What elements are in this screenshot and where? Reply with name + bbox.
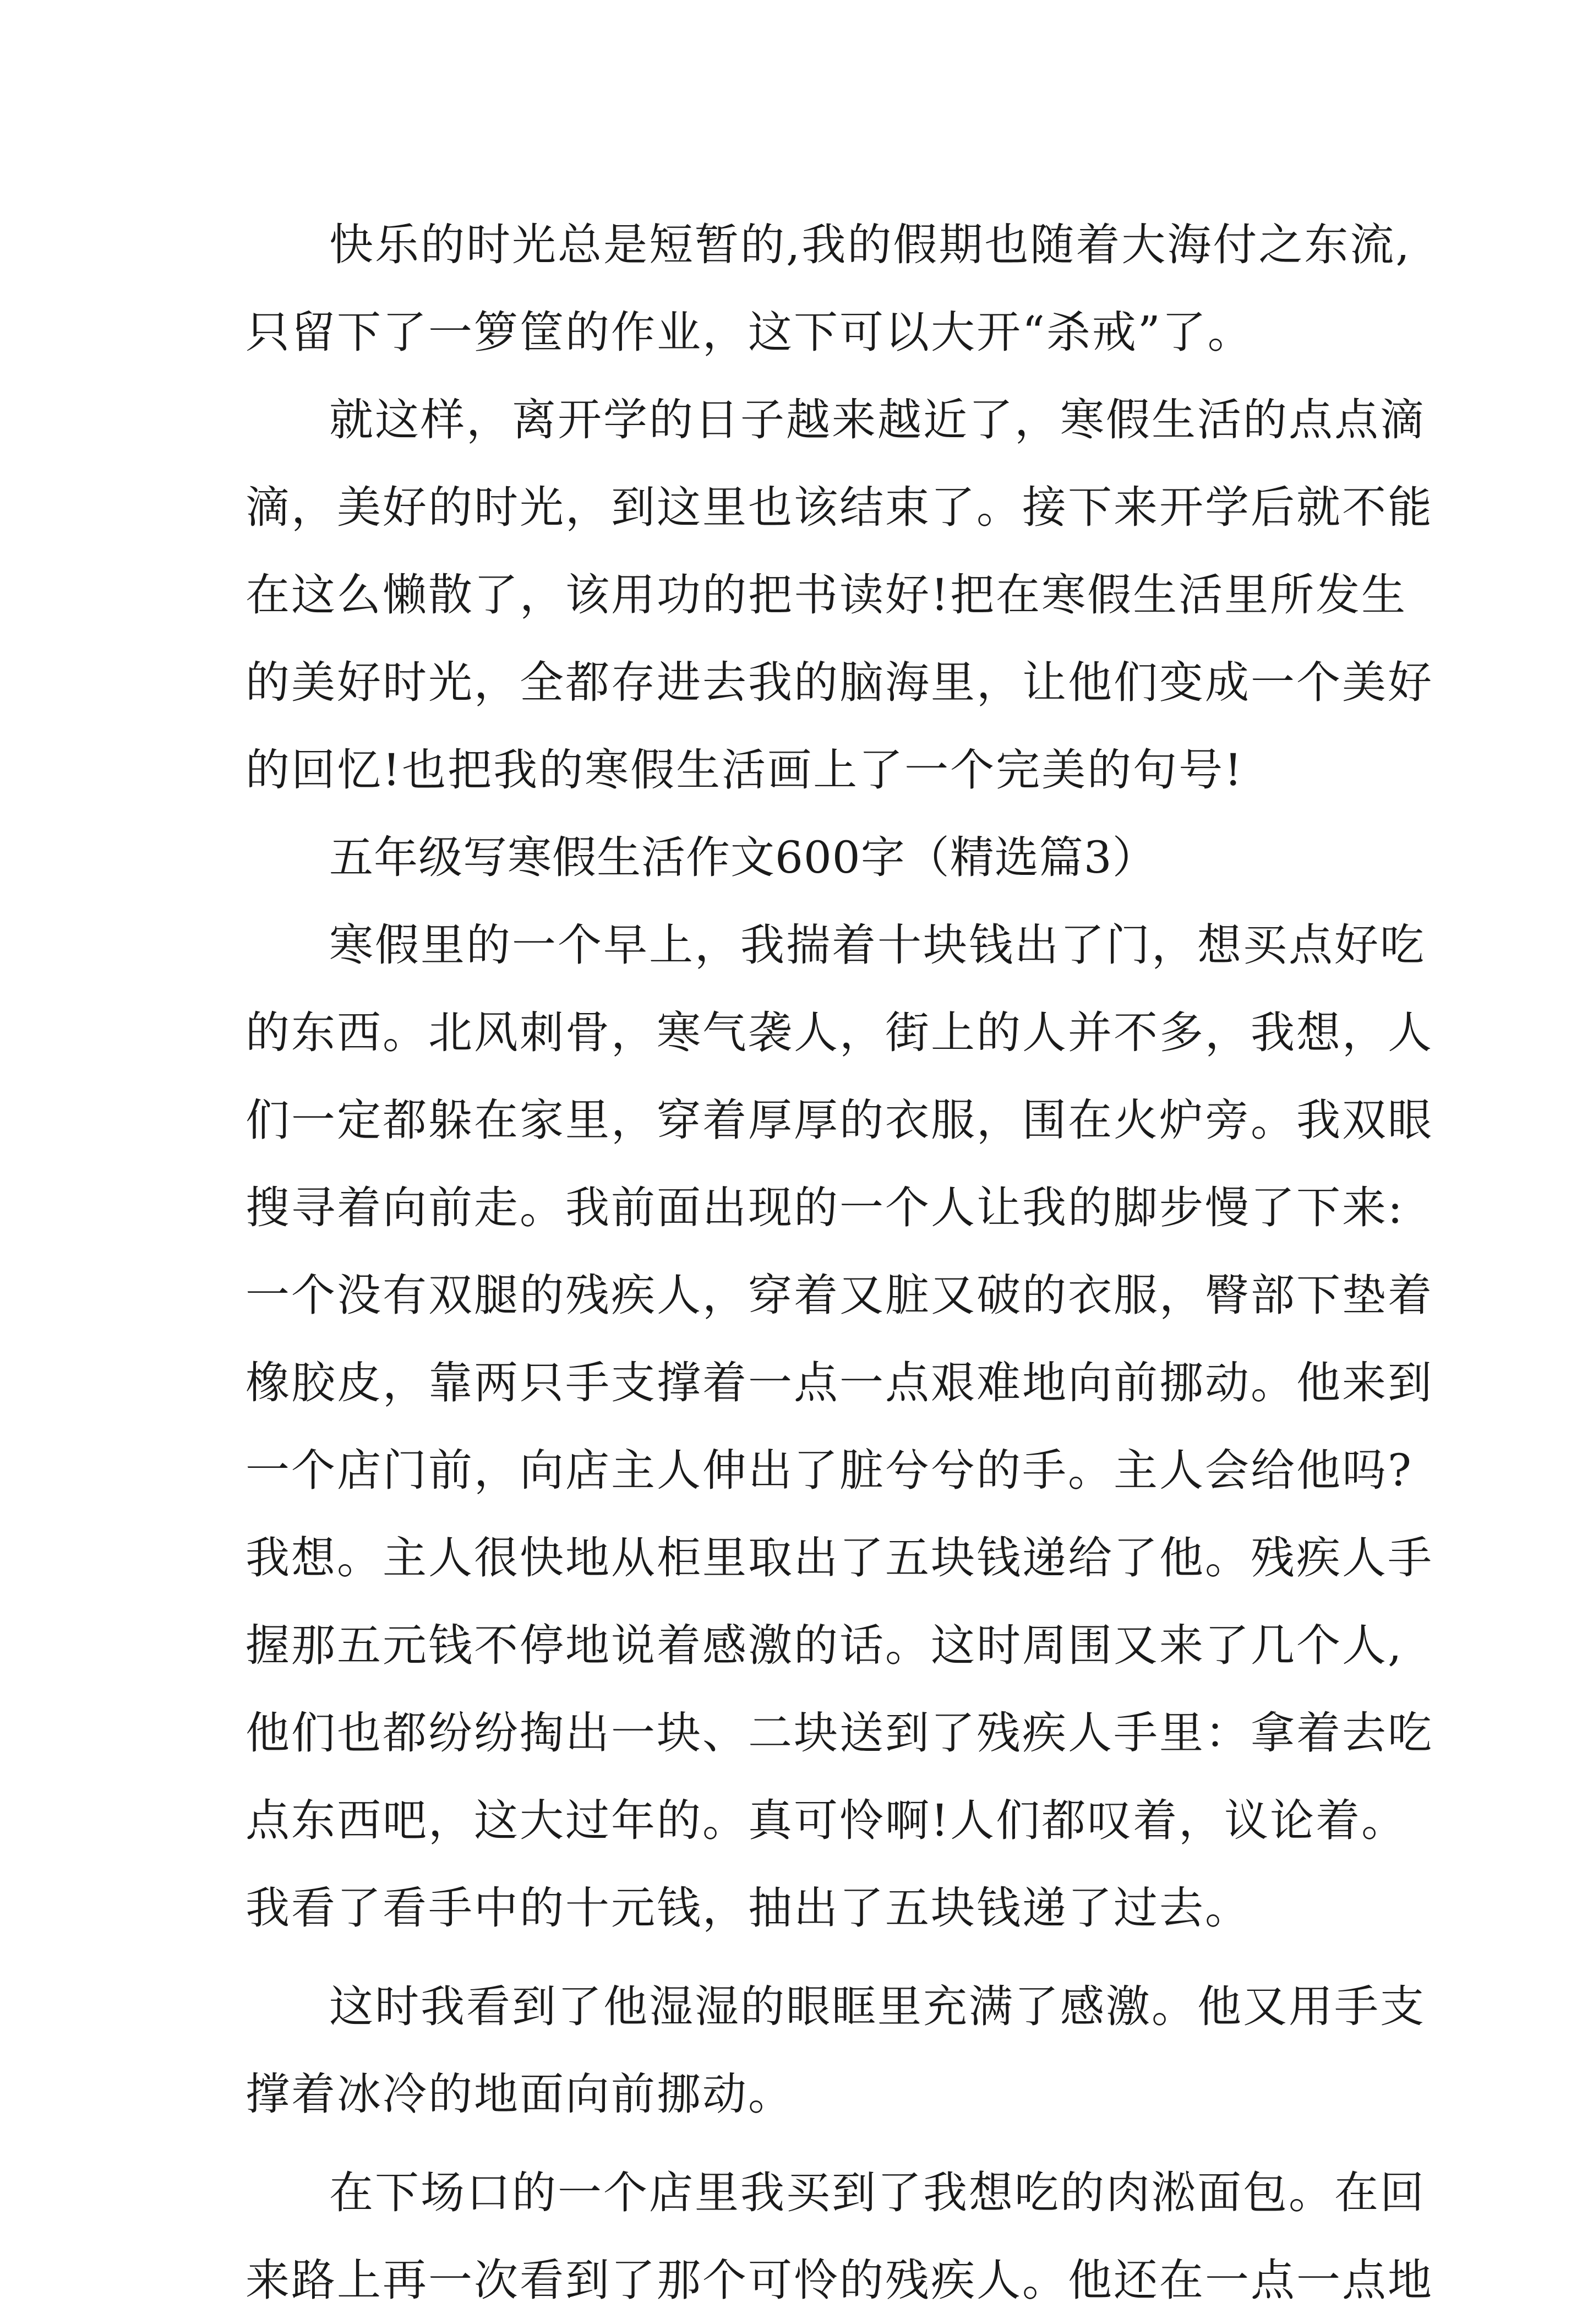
text-line: 的东西。北风刺骨，寒气袭人，街上的人并不多，我想，人 (246, 1007, 1433, 1058)
text-line: 们一定都躲在家里，穿着厚厚的衣服，围在火炉旁。我双眼 (246, 1095, 1433, 1146)
paragraph (246, 376, 1433, 814)
text-line: 一个店门前，向店主人伸出了脏兮兮的手。主人会给他吗? (246, 1445, 1413, 1496)
text-line: 我想。主人很快地从柜里取出了五块钱递给了他。残疾人手 (246, 1532, 1433, 1583)
paragraph-spacer (246, 2138, 1352, 2149)
text-line: 来路上再一次看到了那个可怜的残疾人。他还在一点一点地 (246, 2255, 1433, 2306)
text-line: 只留下了一箩筐的作业，这下可以大开“杀戒”了。 (246, 307, 1253, 358)
paragraph (246, 2149, 1433, 2324)
text-line: 寒假里的一个早上，我揣着十块钱出了门，想买点好吃 (329, 919, 1426, 971)
text-line: 的回忆!也把我的寒假生活画上了一个完美的句号! (246, 744, 1244, 796)
paragraph (246, 201, 1411, 376)
paragraph (246, 1963, 1426, 2138)
text-line: 一个没有双腿的残疾人，穿着又脏又破的衣服，臀部下垫着 (246, 1270, 1433, 1321)
text-line: 在这么懒散了，该用功的把书读好!把在寒假生活里所发生 (246, 569, 1407, 621)
text-line: 搜寻着向前走。我前面出现的一个人让我的脚步慢了下来: (246, 1182, 1404, 1233)
text-line: 的美好时光，全都存进去我的脑海里，让他们变成一个美好 (246, 657, 1433, 708)
paragraph-spacer (246, 1952, 1352, 1963)
text-line: 这时我看到了他湿湿的眼眶里充满了感激。他又用手支 (329, 1981, 1426, 2032)
text-line: 滴，美好的时光，到这里也该结束了。接下来开学后就不能 (246, 482, 1433, 533)
text-line: 握那五元钱不停地说着感激的话。这时周围又来了几个人, (246, 1620, 1404, 1671)
section-heading (246, 814, 1352, 901)
text-line: 就这样，离开学的日子越来越近了，寒假生活的点点滴 (329, 394, 1426, 445)
document-page (246, 201, 1433, 2324)
text-line: 点东西吧，这大过年的。真可怜啊!人们都叹着，议论着。 (246, 1795, 1407, 1846)
text-line: 在下场口的一个店里我买到了我想吃的肉淞面包。在回 (329, 2167, 1426, 2218)
paragraph (246, 901, 1433, 1952)
text-line: 他们也都纷纷掏出一块、二块送到了残疾人手里：拿着去吃 (246, 1707, 1433, 1759)
text-line: 快乐的时光总是短暂的,我的假期也随着大海付之东流, (329, 219, 1411, 270)
text-line: 撑着冰冷的地面向前挪动。 (246, 2069, 794, 2120)
text-line: 我看了看手中的十元钱，抽出了五块钱递了过去。 (246, 1882, 1251, 1934)
text-line: 橡胶皮，靠两只手支撑着一点一点艰难地向前挪动。他来到 (246, 1357, 1433, 1408)
heading-text: 五年级写寒假生活作文600字（精选篇3） (329, 832, 1157, 883)
